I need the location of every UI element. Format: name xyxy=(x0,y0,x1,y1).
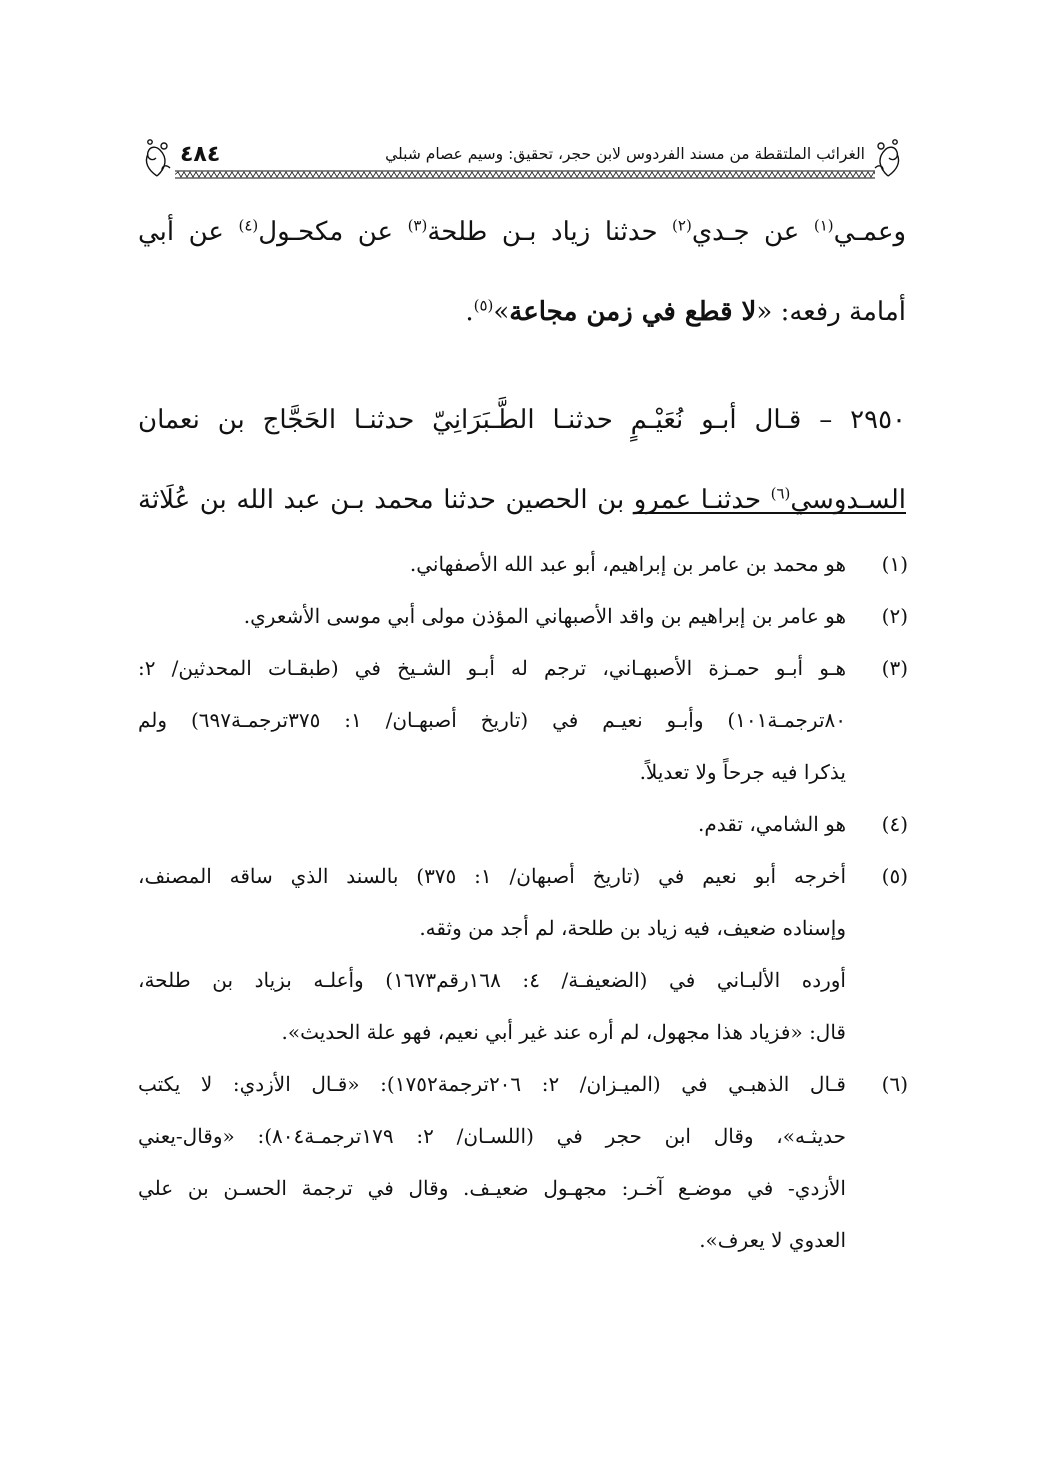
footnotes xyxy=(138,538,908,1266)
footnote-line: هو محمد بن عامر بن إبراهيم، أبو عبد الله الأصفهاني. xyxy=(409,552,846,576)
footnote-number: (١) xyxy=(881,552,908,576)
main-paragraph-line: السـدوسي$^{(٦)}$ حدثنـا عمرو بن الحصين حدثنا محمد بـن عبد الله بن عُلَاثة xyxy=(138,484,906,515)
footnote-ref: (٣) xyxy=(407,216,428,235)
footnote-line: العدوي لا يعرف». xyxy=(699,1228,846,1252)
running-title: الغرائب الملتقطة من مسند الفردوس لابن حجر، تحقيق: وسيم عصام شبلي xyxy=(385,145,865,163)
footnote-ref: (٥) xyxy=(473,296,494,315)
footnote-line: هو الشامي، تقدم. xyxy=(698,812,846,836)
footnote-ref: (٦) xyxy=(770,484,791,503)
floral-ornament-icon xyxy=(871,138,905,178)
footnote-ref: (٤) xyxy=(238,216,259,235)
footnote-line: قال: «فزياد هذا مجهول، لم أره عند غير أبي نعيم، فهو علة الحديث». xyxy=(281,1020,846,1044)
hadith-text: لا قطع في زمن مجاعة xyxy=(509,297,757,327)
floral-ornament-icon xyxy=(140,138,174,178)
footnote-line: هـو أبـو حمـزة الأصبهـاني، ترجم له أبـو الشـيخ في (طبقـات المحدثين/ ٢: xyxy=(138,656,846,680)
footnote-ref: (١) xyxy=(813,216,834,235)
footnote-line: وإسناده ضعيف، فيه زياد بن طلحة، لم أجد من وثقه. xyxy=(419,916,846,940)
footnote-line: أورده الألبـاني في (الضعيفـة/ ٤: ١٦٨رقم١٦٧٣) وأعلـه بزياد بن طلحة، xyxy=(138,968,846,992)
footnote-line: أخرجه أبو نعيم في (تاريخ أصبهان/ ١: ٣٧٥) بالسند الذي ساقه المصنف، xyxy=(138,864,846,888)
running-header xyxy=(140,138,905,184)
footnote xyxy=(138,642,908,798)
footnote-separator xyxy=(634,512,906,514)
footnote-line: هو عامر بن إبراهيم بن واقد الأصبهاني المؤذن مولى أبي موسى الأشعري. xyxy=(243,604,846,628)
footnote xyxy=(138,590,908,642)
main-text xyxy=(138,192,906,540)
footnote xyxy=(138,538,908,590)
hadith-number-line: ٢٩٥٠ – قـال أبـو نُعَيْـمٍ حدثنـا الطَّـبَرَانِيّ حدثنـا الحَجَّاج بن نعمان xyxy=(138,405,906,435)
footnote xyxy=(138,850,908,954)
footnote-number: (٣) xyxy=(881,656,908,680)
footnote-line: حديثـه»، وقال ابن حجر في (اللسـان/ ٢: ١٧٩ترجمـة٨٠٤): «وقال-يعني xyxy=(138,1124,846,1148)
footnote-number: (٦) xyxy=(881,1072,908,1096)
footnote-line: الأزدي- في موضـع آخـر: مجهـول ضعيـف. وقال في ترجمة الحسـن بن علي xyxy=(138,1176,846,1200)
main-paragraph-line: وعمـي$^{(١)}$ عن جـدي$^{(٢)}$ حدثنا زياد بـن طلحة$^{(٣)}$ عن مكحـول$^{(٤)}$ عن أبي xyxy=(138,216,907,247)
footnote-number: (٥) xyxy=(881,864,908,888)
footnote-line: ٨٠ترجمـة١٠١) وأبـو نعيـم في (تاريخ أصبهـان/ ١: ٣٧٥ترجمـة٦٩٧) ولم xyxy=(138,708,846,732)
main-paragraph-line: أمامة رفعه: «لا قطع في زمن مجاعة»$^{(٥)}$. xyxy=(465,296,906,327)
footnote-number: (٤) xyxy=(881,812,908,836)
decorative-rule xyxy=(175,170,875,179)
footnote xyxy=(138,954,908,1058)
footnote-number: (٢) xyxy=(881,604,908,628)
footnote-ref: (٢) xyxy=(672,216,692,235)
footnote-line: قـال الذهبـي في (الميـزان/ ٢: ٢٠٦ترجمة١٧٥٢): «قـال الأزدي: لا يكتب xyxy=(138,1072,846,1096)
footnote xyxy=(138,1058,908,1266)
footnote-line: يذكرا فيه جرحاً ولا تعديلاً. xyxy=(639,760,846,784)
page-number: ٤٨٤ xyxy=(180,141,221,167)
footnote xyxy=(138,798,908,850)
